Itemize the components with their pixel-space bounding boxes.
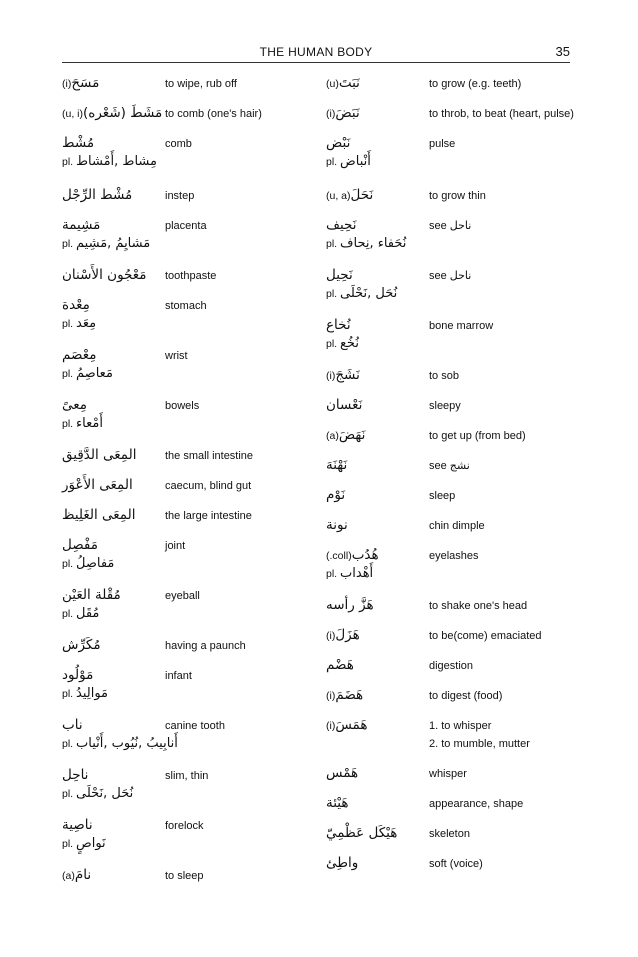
plural-label: pl. bbox=[62, 318, 77, 330]
entry-row bbox=[326, 596, 578, 615]
arabic-word: مِعْصَم bbox=[62, 347, 97, 363]
arabic-headword bbox=[62, 476, 165, 494]
entry-row bbox=[62, 766, 318, 785]
entry-row bbox=[326, 764, 578, 783]
english-definition: bowels bbox=[165, 400, 200, 412]
arabic-word: نَشَجَ bbox=[335, 367, 360, 383]
grammar-tag: (u) bbox=[326, 78, 339, 90]
arabic-headword bbox=[326, 824, 429, 842]
dictionary-entry bbox=[62, 766, 318, 816]
arabic-word: هُدُب bbox=[351, 547, 379, 563]
arabic-headword bbox=[62, 266, 165, 284]
arabic-headword bbox=[62, 216, 165, 234]
plural-label: pl. bbox=[62, 788, 77, 800]
arabic-headword bbox=[326, 134, 429, 152]
entry-row bbox=[326, 854, 578, 873]
dictionary-entry bbox=[326, 366, 578, 396]
arabic-word: نُخاع bbox=[326, 317, 351, 333]
arabic-headword bbox=[326, 456, 429, 474]
entry-row bbox=[62, 816, 318, 835]
arabic-word: هَزَلَ bbox=[335, 627, 360, 643]
dictionary-entry bbox=[326, 716, 578, 764]
arabic-headword bbox=[62, 766, 165, 784]
arabic-word: نونة bbox=[326, 517, 348, 533]
arabic-word: مِعْدة bbox=[62, 297, 90, 313]
dictionary-entry bbox=[62, 716, 318, 766]
arabic-headword bbox=[62, 446, 165, 464]
arabic-word: مَشِيمة bbox=[62, 217, 101, 233]
plural-label: pl. bbox=[62, 558, 77, 570]
entry-row bbox=[62, 296, 318, 315]
dictionary-entry bbox=[62, 296, 318, 346]
entry-row bbox=[326, 656, 578, 675]
dictionary-entry bbox=[326, 516, 578, 546]
english-definition: skeleton bbox=[429, 828, 470, 840]
grammar-tag: (i) bbox=[326, 630, 336, 642]
entry-row bbox=[326, 104, 578, 123]
english-definition: whisper bbox=[429, 768, 467, 780]
arabic-headword bbox=[62, 716, 165, 734]
entry-row bbox=[62, 186, 318, 205]
english-definition: pulse bbox=[429, 138, 456, 150]
plural-form bbox=[326, 335, 578, 353]
entry-row bbox=[326, 396, 578, 415]
dictionary-entry bbox=[62, 866, 318, 896]
plural-arabic: أَنْباض bbox=[340, 154, 371, 169]
arabic-word: مُشْط bbox=[62, 135, 95, 151]
plural-arabic: نَواصٍ bbox=[76, 836, 106, 851]
plural-arabic: مِشاط ,أَمْشاط bbox=[76, 154, 157, 169]
plural-form bbox=[62, 153, 318, 171]
grammar-tag: (i) bbox=[326, 370, 336, 382]
plural-arabic: مَفاصِلُ bbox=[76, 556, 115, 571]
english-definition: to grow thin bbox=[429, 190, 486, 202]
entry-row bbox=[62, 346, 318, 365]
english-definition: the small intestine bbox=[165, 450, 254, 462]
plural-label: pl. bbox=[326, 288, 341, 300]
grammar-tag: (u, a) bbox=[326, 190, 351, 202]
plural-label: pl. bbox=[62, 418, 77, 430]
arabic-word: نَعْسان bbox=[326, 397, 363, 413]
english-definition: to wipe, rub off bbox=[165, 78, 237, 90]
arabic-headword bbox=[62, 506, 165, 524]
plural-label: pl. bbox=[62, 368, 77, 380]
dictionary-entry bbox=[326, 546, 578, 596]
arabic-headword bbox=[326, 366, 429, 385]
plural-label: pl. bbox=[326, 156, 341, 168]
arabic-word: ناحِل bbox=[62, 767, 89, 783]
arabic-word: مَفْصِل bbox=[62, 537, 98, 553]
dictionary-entry bbox=[326, 824, 578, 854]
arabic-word: مُقْلة العَيْن bbox=[62, 587, 121, 603]
grammar-tag: (i) bbox=[326, 720, 336, 732]
english-definition: soft (voice) bbox=[429, 858, 483, 870]
arabic-headword bbox=[326, 764, 429, 782]
arabic-word: المِعَى الدَّقِيق bbox=[62, 447, 137, 463]
english-definition: chin dimple bbox=[429, 520, 485, 532]
english-definition: eyeball bbox=[165, 590, 200, 602]
dictionary-entry bbox=[326, 854, 578, 884]
entry-row bbox=[326, 516, 578, 535]
entry-row bbox=[62, 446, 318, 465]
page-title: THE HUMAN BODY bbox=[259, 45, 373, 59]
english-definition: comb bbox=[165, 138, 192, 150]
entry-row bbox=[62, 586, 318, 605]
plural-arabic: نُخُع bbox=[340, 336, 359, 351]
dictionary-entry bbox=[326, 656, 578, 686]
arabic-headword bbox=[326, 516, 429, 534]
english-definition: to throb, to beat (heart, pulse) bbox=[429, 108, 574, 120]
plural-form bbox=[62, 605, 318, 623]
arabic-word: مُشْط الرِّجْل bbox=[62, 187, 133, 203]
dictionary-entry bbox=[326, 216, 578, 266]
dictionary-entry bbox=[326, 596, 578, 626]
arabic-headword bbox=[326, 626, 429, 645]
arabic-word: ناصِية bbox=[62, 817, 93, 833]
entry-row bbox=[326, 824, 578, 843]
arabic-headword bbox=[326, 546, 429, 565]
arabic-headword bbox=[62, 396, 165, 414]
english-definition: appearance, shape bbox=[429, 798, 524, 810]
entry-row bbox=[62, 396, 318, 415]
arabic-headword bbox=[62, 104, 165, 123]
arabic-word: مَسَحَ bbox=[71, 75, 100, 91]
english-definition: eyelashes bbox=[429, 550, 479, 562]
plural-label: pl. bbox=[326, 338, 341, 350]
plural-arabic: أَمْعاء bbox=[76, 416, 103, 431]
entry-row bbox=[326, 316, 578, 335]
plural-arabic: أَنابِيبُ ,نُيُوب ,أَنْياب bbox=[76, 736, 178, 751]
arabic-word: نَحِيف bbox=[326, 217, 357, 233]
entry-row bbox=[62, 216, 318, 235]
dictionary-entry bbox=[62, 104, 318, 134]
entry-row bbox=[326, 626, 578, 645]
arabic-word: نَبَضَ bbox=[335, 105, 360, 121]
arabic-headword bbox=[62, 636, 165, 654]
plural-label: pl. bbox=[62, 738, 77, 750]
plural-arabic: مَشايِمُ ,مَشِيم bbox=[76, 236, 151, 251]
english-definition-sense-2: 2. to mumble, mutter bbox=[429, 738, 530, 750]
arabic-word: نَحَلَ bbox=[350, 187, 374, 203]
english-definition: canine tooth bbox=[165, 720, 225, 732]
entry-row bbox=[62, 636, 318, 655]
dictionary-entry bbox=[62, 666, 318, 716]
entry-row bbox=[62, 476, 318, 495]
plural-form bbox=[326, 285, 578, 303]
english-definition: wrist bbox=[165, 350, 188, 362]
entry-row bbox=[62, 266, 318, 285]
plural-label: pl. bbox=[62, 156, 77, 168]
arabic-headword bbox=[62, 74, 165, 93]
dictionary-entry bbox=[62, 536, 318, 586]
arabic-word: المِعَى الأَعْوَر bbox=[62, 477, 133, 493]
entry-row bbox=[62, 666, 318, 685]
dictionary-entry bbox=[62, 216, 318, 266]
dictionary-entry bbox=[326, 134, 578, 186]
arabic-headword bbox=[62, 536, 165, 554]
plural-form bbox=[62, 785, 318, 803]
arabic-headword bbox=[326, 716, 429, 735]
arabic-word: نامَ bbox=[74, 867, 92, 883]
dictionary-entry bbox=[326, 486, 578, 516]
plural-label: pl. bbox=[62, 238, 77, 250]
page-header bbox=[62, 44, 570, 63]
arabic-headword bbox=[326, 656, 429, 674]
english-definition: infant bbox=[165, 670, 192, 682]
dictionary-entry bbox=[62, 266, 318, 296]
english-definition: to grow (e.g. teeth) bbox=[429, 78, 522, 90]
page-number: 35 bbox=[555, 44, 570, 59]
arabic-word: هَزَّ رأسه bbox=[326, 597, 374, 613]
english-definition: sleepy bbox=[429, 400, 461, 412]
plural-form bbox=[62, 365, 318, 383]
entry-row bbox=[62, 866, 318, 885]
arabic-word: نَهَضَ bbox=[338, 427, 366, 443]
grammar-tag: (a) bbox=[62, 870, 75, 882]
dictionary-entry bbox=[326, 266, 578, 316]
dictionary-entry bbox=[62, 476, 318, 506]
arabic-headword bbox=[326, 854, 429, 872]
arabic-word: المِعَى الغَلِيظ bbox=[62, 507, 136, 523]
arabic-headword bbox=[326, 426, 429, 445]
arabic-headword bbox=[62, 296, 165, 314]
dictionary-entry bbox=[326, 316, 578, 366]
plural-form bbox=[62, 555, 318, 573]
english-definition: 1. to whisper bbox=[429, 720, 492, 732]
dictionary-entry bbox=[326, 626, 578, 656]
arabic-word: مَوْلُود bbox=[62, 667, 94, 683]
entry-row bbox=[62, 134, 318, 153]
arabic-word: هَيْكَل عَظْمِيّ bbox=[326, 825, 398, 841]
dictionary-entry bbox=[62, 446, 318, 476]
dictionary-entry bbox=[62, 506, 318, 536]
plural-form bbox=[326, 153, 578, 171]
arabic-headword bbox=[326, 486, 429, 504]
arabic-headword bbox=[326, 74, 429, 93]
grammar-tag: (i) bbox=[326, 690, 336, 702]
plural-label: pl. bbox=[62, 838, 77, 850]
english-definition: toothpaste bbox=[165, 270, 217, 282]
entry-row bbox=[62, 104, 318, 123]
english-definition: to sleep bbox=[165, 870, 204, 882]
arabic-word: مَشَطَ (شَعْره) bbox=[83, 105, 163, 121]
plural-form bbox=[326, 565, 578, 583]
english-definition: instep bbox=[165, 190, 195, 202]
entry-row bbox=[326, 266, 578, 285]
plural-arabic: مُقَل bbox=[76, 606, 100, 621]
left-column bbox=[62, 74, 318, 896]
entry-row bbox=[326, 486, 578, 505]
dictionary-entry bbox=[326, 74, 578, 104]
english-definition: forelock bbox=[165, 820, 204, 832]
english-definition: to comb (one's hair) bbox=[165, 108, 262, 120]
plural-label: pl. bbox=[326, 568, 341, 580]
plural-arabic: نُحَفاء ,نِحاف bbox=[340, 236, 407, 251]
dictionary-entry bbox=[326, 764, 578, 794]
arabic-word: مُكَرِّش bbox=[62, 637, 101, 653]
plural-arabic: أَهْداب bbox=[340, 566, 374, 581]
entry-row bbox=[326, 794, 578, 813]
entry-row bbox=[326, 74, 578, 93]
arabic-word: هَمْس bbox=[326, 765, 359, 781]
plural-arabic: مَعاصِمُ bbox=[76, 366, 113, 381]
english-definition: digestion bbox=[429, 660, 474, 672]
entry-row bbox=[326, 134, 578, 153]
english-definition: see ناحل bbox=[429, 220, 472, 232]
entry-row bbox=[326, 686, 578, 705]
arabic-word: هَضَمَ bbox=[335, 687, 364, 703]
plural-form bbox=[62, 415, 318, 433]
right-column bbox=[326, 74, 578, 884]
plural-label: pl. bbox=[62, 688, 77, 700]
arabic-headword bbox=[62, 816, 165, 834]
arabic-headword bbox=[62, 866, 165, 885]
dictionary-entry bbox=[62, 816, 318, 866]
english-definition: to sob bbox=[429, 370, 459, 382]
dictionary-entry bbox=[62, 134, 318, 186]
arabic-headword bbox=[326, 216, 429, 234]
plural-form bbox=[62, 735, 318, 753]
arabic-headword bbox=[326, 316, 429, 334]
english-definition: caecum, blind gut bbox=[165, 480, 252, 492]
english-definition: joint bbox=[165, 540, 186, 552]
arabic-headword bbox=[326, 794, 429, 812]
arabic-word: نَبَتَ bbox=[338, 75, 360, 91]
plural-arabic: نُحَل ,نَحْلَى bbox=[340, 286, 398, 301]
english-definition: see ناحل bbox=[429, 270, 472, 282]
plural-form bbox=[326, 235, 578, 253]
english-definition: to digest (food) bbox=[429, 690, 503, 702]
dictionary-entry bbox=[326, 186, 578, 216]
grammar-tag: (i) bbox=[62, 78, 72, 90]
dictionary-entry bbox=[62, 346, 318, 396]
entry-row bbox=[326, 716, 578, 735]
english-definition: to shake one's head bbox=[429, 600, 528, 612]
entry-row bbox=[326, 186, 578, 205]
english-definition: slim, thin bbox=[165, 770, 209, 782]
english-definition: bone marrow bbox=[429, 320, 494, 332]
dictionary-entry bbox=[62, 636, 318, 666]
entry-row bbox=[326, 426, 578, 445]
english-definition: stomach bbox=[165, 300, 207, 312]
dictionary-entry bbox=[326, 104, 578, 134]
english-definition: having a paunch bbox=[165, 640, 246, 652]
arabic-headword bbox=[62, 134, 165, 152]
plural-label: pl. bbox=[62, 608, 77, 620]
plural-arabic: مِعَد bbox=[76, 316, 97, 331]
arabic-word: هَمَسَ bbox=[335, 717, 368, 733]
arabic-word: نَوْم bbox=[326, 487, 346, 503]
english-definition: the large intestine bbox=[165, 510, 252, 522]
entry-row bbox=[62, 536, 318, 555]
arabic-headword bbox=[326, 686, 429, 705]
entry-row bbox=[62, 716, 318, 735]
grammar-tag: (a) bbox=[326, 430, 339, 442]
dictionary-entry bbox=[62, 186, 318, 216]
arabic-headword bbox=[62, 586, 165, 604]
entry-row bbox=[62, 74, 318, 93]
dictionary-entry bbox=[326, 794, 578, 824]
plural-form bbox=[62, 685, 318, 703]
arabic-headword bbox=[62, 346, 165, 364]
arabic-headword bbox=[62, 186, 165, 204]
grammar-tag: (i) bbox=[326, 108, 336, 120]
dictionary-entry bbox=[326, 686, 578, 716]
arabic-word: نَحِيل bbox=[326, 267, 353, 283]
english-definition: to be(come) emaciated bbox=[429, 630, 542, 642]
dictionary-entry bbox=[62, 74, 318, 104]
arabic-word: مِعىً bbox=[62, 397, 87, 413]
arabic-word: هَضْم bbox=[326, 657, 354, 673]
arabic-headword bbox=[326, 186, 429, 205]
plural-form bbox=[62, 315, 318, 333]
arabic-word: ناب bbox=[62, 717, 83, 733]
dictionary-entry bbox=[62, 396, 318, 446]
entry-row bbox=[326, 366, 578, 385]
dictionary-entry bbox=[326, 426, 578, 456]
english-definition: sleep bbox=[429, 490, 456, 502]
arabic-word: نَبْض bbox=[326, 135, 351, 151]
dictionary-entry bbox=[326, 396, 578, 426]
grammar-tag: (u, i) bbox=[62, 108, 84, 120]
arabic-word: واطِئ bbox=[326, 855, 359, 871]
plural-form bbox=[62, 835, 318, 853]
arabic-headword bbox=[326, 396, 429, 414]
arabic-headword bbox=[326, 104, 429, 123]
arabic-word: هَيْئة bbox=[326, 795, 349, 811]
arabic-word: مَعْجُون الأَسْنان bbox=[62, 267, 147, 283]
entry-row bbox=[326, 216, 578, 235]
arabic-headword bbox=[326, 266, 429, 284]
arabic-headword bbox=[62, 666, 165, 684]
entry-row bbox=[326, 546, 578, 565]
english-definition: placenta bbox=[165, 220, 207, 232]
dictionary-entry bbox=[326, 456, 578, 486]
grammar-tag: (coll.) bbox=[326, 550, 352, 562]
dictionary-entry bbox=[62, 586, 318, 636]
plural-arabic: نُحَل ,نَحْلَى bbox=[76, 786, 134, 801]
plural-label: pl. bbox=[326, 238, 341, 250]
plural-form bbox=[62, 235, 318, 253]
arabic-headword bbox=[326, 596, 429, 614]
arabic-word: نَهْنَهَ bbox=[326, 457, 348, 473]
entry-row bbox=[326, 456, 578, 475]
entry-row bbox=[62, 506, 318, 525]
plural-arabic: مَوالِيدُ bbox=[76, 686, 109, 701]
english-definition: to get up (from bed) bbox=[429, 430, 526, 442]
english-definition: see نشج bbox=[429, 460, 470, 472]
